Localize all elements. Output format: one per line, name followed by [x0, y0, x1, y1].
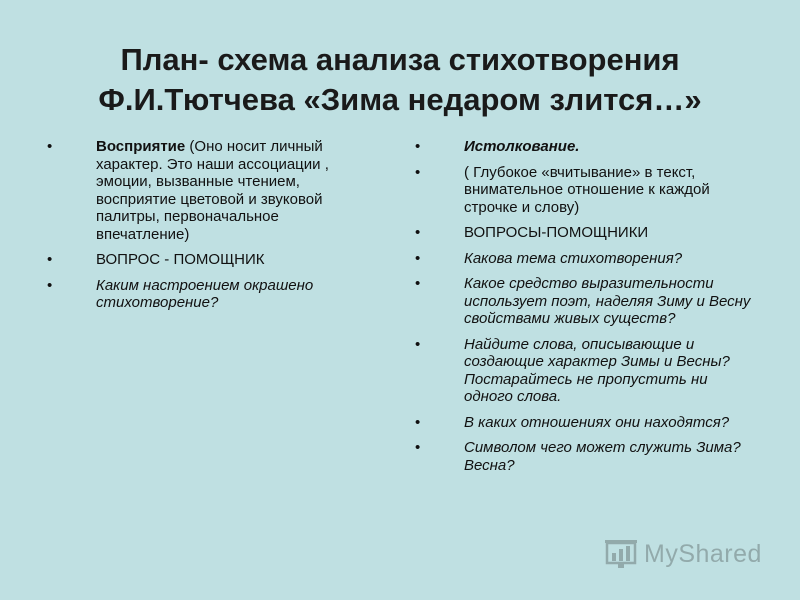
- list-item-perception: [40, 138, 370, 243]
- list-item-device-question: [408, 275, 760, 328]
- mood-question: Каким настроением окрашено стихотворение?: [96, 276, 314, 311]
- symbol-question: Символом чего может служить Зима? Весна?: [464, 439, 741, 474]
- bullet: •: [47, 276, 53, 294]
- list-item-interpretation-description: [408, 164, 760, 217]
- left-column-list: [40, 138, 370, 320]
- interpretation-description: ( Глубокое «вчитывание» в текст, внимательное отношение к каждой строчке и слову): [464, 163, 710, 216]
- watermark-text: MyShared: [644, 539, 762, 568]
- slide-title-line-1: План- схема анализа стихотворения: [120, 42, 680, 77]
- perception-heading: Восприятие: [96, 138, 186, 155]
- right-column-list: [408, 138, 760, 482]
- bullet: •: [415, 335, 421, 353]
- bar-chart-icon: [604, 538, 638, 570]
- list-item-interpretation: [408, 138, 760, 156]
- bullet: •: [415, 413, 421, 431]
- bullet: •: [47, 138, 53, 155]
- list-item-relation-question: [408, 414, 760, 432]
- bullet: •: [415, 249, 421, 267]
- device-question: Какое средство выразительности использует поэт, наделяя Зиму и Весну свойствами живых существ?: [464, 275, 751, 327]
- list-item-mood-question: [40, 277, 370, 312]
- helper-questions-heading: ВОПРОСЫ-ПОМОЩНИКИ: [464, 224, 649, 241]
- bullet: •: [415, 439, 421, 456]
- bullet: •: [415, 163, 421, 181]
- interpretation-heading: Истолкование.: [464, 138, 580, 155]
- theme-question: Какова тема стихотворения?: [464, 249, 683, 267]
- list-item-symbol-question: [408, 439, 760, 474]
- list-item-words-question: [408, 336, 760, 406]
- bullet: •: [47, 251, 53, 268]
- relation-question: В каких отношениях они находятся?: [464, 413, 730, 431]
- bullet: •: [415, 224, 421, 241]
- slide-title: [40, 40, 760, 120]
- bullet: •: [415, 138, 421, 155]
- list-item-helper-question-heading: [40, 251, 370, 269]
- words-question: Найдите слова, описывающие и создающие характер Зимы и Весны? Постарайтесь не пропустить ни одного слова.: [464, 335, 730, 405]
- myshared-watermark: [604, 536, 768, 572]
- bullet: •: [415, 275, 421, 292]
- slide-title-line-2: Ф.И.Тютчева «Зима недаром злится…»: [98, 82, 702, 117]
- helper-question-heading: ВОПРОС - ПОМОЩНИК: [96, 251, 265, 268]
- perception-description: (Оно носит личный характер. Это наши ассоциации , эмоции, вызванные чтением, восприятие цветовой и звуковой палитры, первоначальное впечатление): [96, 138, 329, 243]
- list-item-helper-questions-heading: [408, 224, 760, 242]
- list-item-theme-question: [408, 250, 760, 268]
